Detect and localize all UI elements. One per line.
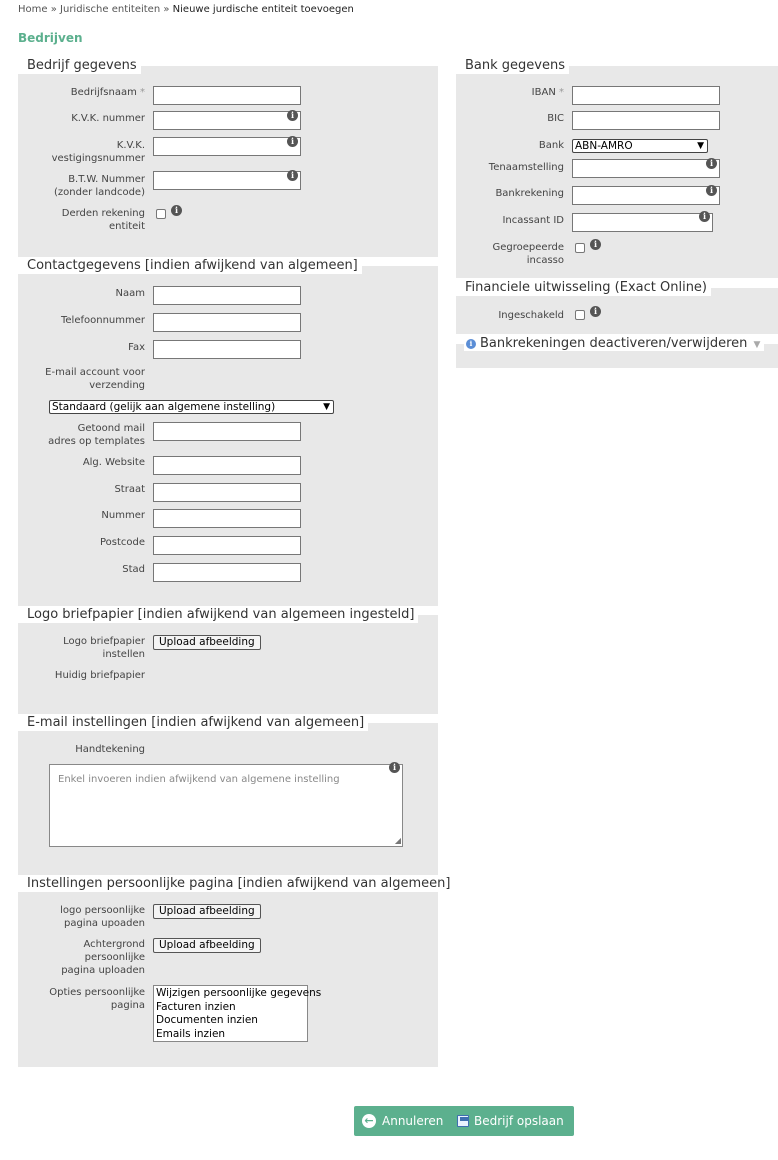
personal-logo-label: logo persoonlijke pagina upoaden bbox=[60, 905, 145, 929]
account-input[interactable] bbox=[572, 186, 720, 205]
bank-accounts-toggle[interactable] bbox=[464, 336, 764, 351]
number-input[interactable] bbox=[153, 509, 301, 528]
breadcrumb-separator: » bbox=[163, 4, 170, 15]
kvk-input[interactable] bbox=[153, 111, 301, 130]
options-label: Opties persoonlijke pagina bbox=[49, 987, 145, 1011]
signature-textarea[interactable] bbox=[49, 764, 403, 847]
grouped-info-icon[interactable]: i bbox=[590, 239, 601, 250]
third-party-checkbox[interactable] bbox=[156, 209, 166, 219]
logo-upload-button[interactable]: Upload afbeelding bbox=[153, 635, 261, 650]
fax-input[interactable] bbox=[153, 340, 301, 359]
collector-label: Incassant ID bbox=[502, 215, 564, 226]
save-button-label: Bedrijf opslaan bbox=[474, 1114, 564, 1128]
collector-input[interactable] bbox=[572, 213, 713, 232]
company-name-label: Bedrijfsnaam * bbox=[70, 87, 145, 98]
enabled-info-icon[interactable]: i bbox=[590, 306, 601, 317]
list-item[interactable]: Documenten inzien bbox=[156, 1014, 258, 1026]
holder-info-icon[interactable]: i bbox=[706, 158, 717, 169]
breadcrumb-entities-link[interactable]: Juridische entiteiten bbox=[60, 4, 161, 15]
third-party-info-icon[interactable]: i bbox=[171, 205, 182, 216]
logo-legend: Logo briefpapier [indien afwijkend van algemeen ingesteld] bbox=[18, 607, 418, 623]
list-item[interactable]: Emails inzien bbox=[156, 1027, 226, 1040]
holder-label: Tenaamstelling bbox=[488, 162, 564, 173]
logo-panel bbox=[18, 607, 438, 714]
logo-set-label: Logo briefpapier instellen bbox=[63, 636, 145, 660]
save-button[interactable] bbox=[450, 1106, 574, 1136]
grouped-label: Gegroepeerde incasso bbox=[492, 242, 564, 266]
postcode-input[interactable] bbox=[153, 536, 301, 555]
contact-name-input[interactable] bbox=[153, 286, 301, 305]
phone-input[interactable] bbox=[153, 313, 301, 332]
street-label: Straat bbox=[114, 484, 145, 495]
email-account-select[interactable]: Standaard (gelijk aan algemene instelling) ▼ bbox=[49, 400, 334, 414]
options-listbox[interactable] bbox=[153, 985, 322, 1042]
arrow-left-circle-icon: ← bbox=[362, 1114, 376, 1128]
website-input[interactable] bbox=[153, 456, 301, 475]
signature-info-icon[interactable]: i bbox=[389, 762, 400, 773]
caret-down-icon: ▼ bbox=[753, 340, 761, 350]
bic-input[interactable] bbox=[572, 111, 720, 130]
collector-info-icon[interactable]: i bbox=[699, 211, 710, 222]
city-input[interactable] bbox=[153, 563, 301, 582]
vat-input[interactable] bbox=[153, 171, 301, 190]
breadcrumb-current: Nieuwe jurdische entiteit toevoegen bbox=[172, 4, 354, 15]
postcode-label: Postcode bbox=[99, 537, 145, 548]
caret-down-icon: ▼ bbox=[323, 402, 330, 412]
iban-input[interactable] bbox=[572, 86, 720, 105]
company-legend: Bedrijf gegevens bbox=[18, 58, 141, 74]
breadcrumb bbox=[18, 4, 354, 15]
kvk-branch-label: K.V.K. vestigingsnummer bbox=[51, 140, 145, 164]
email-account-label: E-mail account voor verzending bbox=[45, 367, 145, 391]
email-settings-legend: E-mail instellingen [indien afwijkend van algemeen] bbox=[18, 715, 368, 731]
background-upload-button[interactable]: Upload afbeelding bbox=[153, 938, 261, 953]
kvk-branch-info-icon[interactable]: i bbox=[287, 136, 298, 147]
current-letterhead-label: Huidig briefpapier bbox=[54, 670, 145, 681]
kvk-info-icon[interactable]: i bbox=[287, 110, 298, 121]
bank-select[interactable]: ABN-AMRO ▼ bbox=[572, 139, 708, 153]
vat-label: B.T.W. Nummer (zonder landcode) bbox=[53, 174, 145, 198]
kvk-branch-input[interactable] bbox=[153, 137, 301, 156]
vat-info-icon[interactable]: i bbox=[287, 170, 298, 181]
bank-panel bbox=[456, 58, 778, 278]
company-panel bbox=[18, 58, 438, 257]
list-item[interactable]: Wijzigen persoonlijke gegevens bbox=[156, 987, 322, 999]
bank-label: Bank bbox=[538, 140, 564, 151]
breadcrumb-separator: » bbox=[50, 4, 57, 15]
third-party-label: Derden rekening entiteit bbox=[61, 208, 145, 232]
floppy-disk-icon bbox=[457, 1115, 469, 1127]
account-label: Bankrekening bbox=[495, 188, 564, 199]
signature-label: Handtekening bbox=[75, 744, 145, 755]
phone-label: Telefoonnummer bbox=[60, 315, 145, 326]
resize-handle-icon[interactable]: ◢ bbox=[394, 836, 401, 845]
cancel-button-label: Annuleren bbox=[382, 1114, 444, 1128]
contact-name-label: Naam bbox=[115, 288, 145, 299]
personal-page-legend: Instellingen persoonlijke pagina [indien afwijkend van algemeen] bbox=[18, 876, 454, 892]
breadcrumb-home-link[interactable]: Home bbox=[18, 4, 48, 15]
website-label: Alg. Website bbox=[82, 457, 145, 468]
personal-page-panel bbox=[18, 876, 451, 1067]
bank-accounts-title: Bankrekeningen deactiveren/verwijderen bbox=[480, 336, 748, 351]
email-settings-panel bbox=[18, 715, 438, 875]
shown-mail-label: Getoond mail adres op templates bbox=[48, 423, 145, 447]
contact-panel bbox=[18, 258, 438, 606]
street-input[interactable] bbox=[153, 483, 301, 502]
grouped-checkbox[interactable] bbox=[575, 243, 585, 253]
personal-logo-upload-button[interactable]: Upload afbeelding bbox=[153, 904, 261, 919]
section-title: Bedrijven bbox=[18, 31, 83, 45]
enabled-checkbox[interactable] bbox=[575, 310, 585, 320]
company-name-input[interactable] bbox=[153, 86, 301, 105]
contact-legend: Contactgegevens [indien afwijkend van algemeen] bbox=[18, 258, 362, 274]
number-label: Nummer bbox=[101, 510, 145, 521]
city-label: Stad bbox=[122, 564, 145, 575]
financial-legend: Financiele uitwisseling (Exact Online) bbox=[456, 280, 711, 296]
iban-label: IBAN * bbox=[531, 87, 564, 98]
caret-down-icon: ▼ bbox=[697, 141, 704, 151]
shown-mail-input[interactable] bbox=[153, 422, 301, 441]
holder-input[interactable] bbox=[572, 159, 720, 178]
bank-legend: Bank gegevens bbox=[456, 58, 569, 74]
kvk-label: K.V.K. nummer bbox=[71, 113, 145, 124]
financial-panel bbox=[456, 280, 778, 334]
list-item[interactable]: Facturen inzien bbox=[156, 1000, 236, 1013]
enabled-label: Ingeschakeld bbox=[498, 310, 564, 321]
background-label: Achtergrond persoonlijke pagina uploaden bbox=[61, 939, 145, 976]
fax-label: Fax bbox=[128, 342, 145, 353]
account-info-icon[interactable]: i bbox=[706, 185, 717, 196]
signature-placeholder: Enkel invoeren indien afwijkend van algemene instelling bbox=[58, 774, 340, 785]
cancel-button[interactable] bbox=[354, 1106, 453, 1136]
bic-label: BIC bbox=[547, 113, 564, 124]
info-icon: i bbox=[466, 339, 476, 349]
